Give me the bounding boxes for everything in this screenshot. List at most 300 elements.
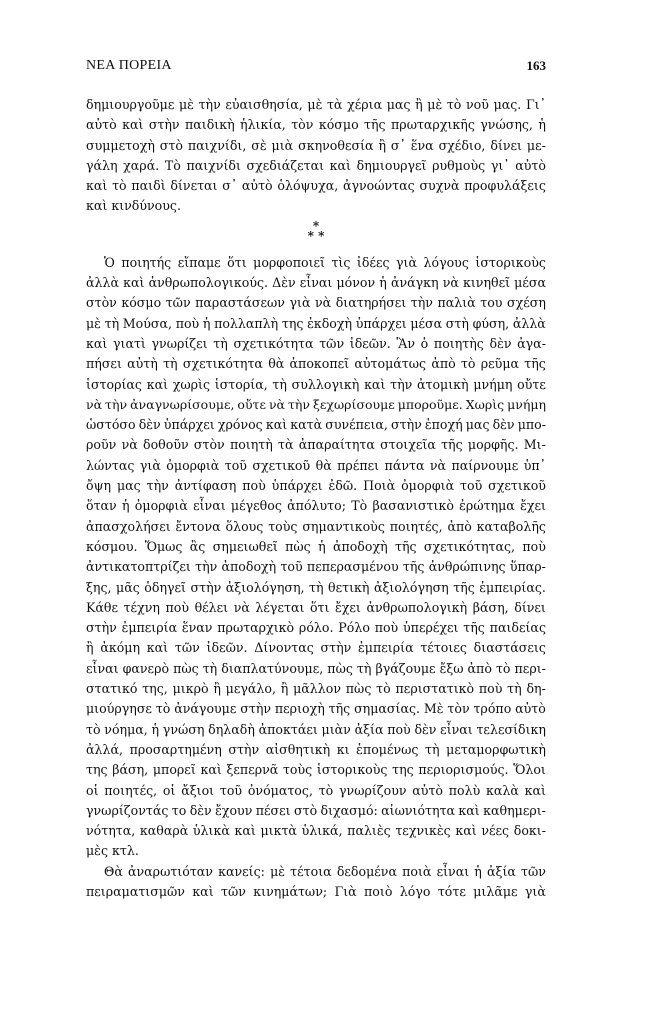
text-line (86, 115, 546, 135)
word: μέσα (410, 315, 443, 331)
word: τῆς (364, 117, 386, 133)
word: ἕναν (181, 620, 213, 636)
word: σχετικοῦ (252, 457, 311, 473)
word: ὑλικὰ (192, 823, 230, 839)
word: ἰδέες (356, 254, 390, 270)
text-line (86, 293, 546, 313)
text-line (86, 176, 546, 196)
word: ὀνόματος, (247, 782, 313, 798)
text-line (86, 415, 546, 435)
word: ποὺ (165, 599, 189, 615)
word: δη- (526, 681, 546, 697)
word: πολὺ (448, 782, 481, 798)
word: ἡ (474, 863, 482, 879)
word: ἂς (189, 538, 206, 554)
word: μέγεθος (230, 498, 282, 514)
word: καὶ (364, 376, 386, 392)
word: ποιητής (121, 254, 172, 270)
word: συλλογικὴ (291, 376, 360, 392)
word: χέρια (347, 97, 383, 112)
word: τοῦ (219, 782, 243, 798)
word: τῆς (463, 620, 485, 636)
word: προσαρτημένη (129, 741, 222, 757)
word: λόγο (399, 883, 431, 899)
text-line (86, 760, 546, 780)
word: ροῦν (86, 437, 117, 453)
word: τὰ (278, 437, 294, 453)
word: κι (336, 741, 350, 757)
word: δίνεται (170, 178, 218, 194)
word: πάντα (384, 457, 425, 473)
word: τοῦ (224, 457, 247, 473)
word: πὼς (173, 660, 199, 676)
text-line (86, 557, 546, 577)
word: τῶν (174, 640, 200, 656)
word: τὴ (163, 356, 178, 372)
word: νοῦ (466, 97, 489, 112)
word: σ᾽ (222, 178, 238, 194)
word: τοὺς (268, 518, 298, 534)
word: ἀποκτάει (258, 721, 318, 737)
word: ἢ (280, 681, 289, 697)
word: εἶναι (193, 498, 226, 514)
word: τὴν (146, 478, 169, 494)
word: αὐτὴ (127, 356, 158, 372)
text-line (86, 435, 546, 455)
text-line (86, 395, 546, 415)
word: εἶναι (440, 721, 473, 737)
word: τὴ (356, 660, 372, 676)
word: ὕπαρ- (509, 559, 546, 575)
word: τὶς (331, 254, 351, 270)
word: αὐτὸ (86, 117, 117, 133)
word: τοὺς (282, 762, 313, 778)
word: συνέπεια, (325, 417, 388, 433)
word: τὴν (288, 396, 311, 412)
word: μᾶς (116, 579, 140, 595)
word: Τὸ (351, 498, 368, 514)
word: κινηθεῖ (462, 275, 511, 291)
word: δὲν (492, 417, 515, 433)
word: ὑπάρχει (271, 478, 323, 494)
word: οἱ (86, 782, 99, 798)
word: ἀναγνωρίσουμε, (130, 396, 235, 412)
word: μέσα (514, 275, 546, 291)
word: τὸ (155, 701, 171, 717)
word: Μούσα, (122, 315, 173, 331)
word: οἱ (162, 782, 176, 798)
word: μνήμη (507, 396, 546, 412)
word: αὐτομάτως (354, 356, 427, 372)
word: ἐποχή (424, 417, 463, 433)
word: γνωρίζει (151, 335, 208, 351)
text-line (86, 456, 546, 476)
word: δοκι- (513, 823, 546, 839)
word: τοῦ (280, 559, 303, 575)
word: μιλᾶμε (473, 883, 518, 899)
text-line (86, 882, 546, 902)
word: ἡ (121, 498, 130, 514)
word: ὅλους (225, 518, 264, 534)
word: τὴ (202, 660, 218, 676)
word: παλιὲς (347, 823, 391, 839)
word: τὴν (198, 97, 221, 112)
word: αἰσθητικὴ (265, 741, 331, 757)
word: μιὰν (321, 721, 351, 737)
word: μὲ (270, 863, 286, 879)
text-line (86, 95, 546, 115)
word: ἀνάγουμε (174, 701, 237, 717)
word: ξεχωρίσουμε (313, 396, 395, 412)
word: βάση, (112, 762, 149, 778)
word: τρόπο (473, 701, 512, 717)
word: καὶ (192, 883, 214, 899)
word: νὰ (233, 599, 250, 615)
word: δηλαδὴ (208, 721, 255, 737)
word: ἀλλὰ (86, 275, 119, 291)
word: στατικό (86, 681, 138, 697)
word: σ᾽ (390, 137, 406, 153)
text-line (86, 156, 546, 176)
word: στὴν (148, 117, 180, 133)
word: χαρά. (123, 157, 160, 173)
text-line (86, 862, 546, 882)
word: τὸ (86, 721, 101, 737)
word: στὴν (228, 741, 260, 757)
word: Δίνοντας (254, 640, 314, 656)
word: νὰ (442, 275, 459, 291)
word: κόσμο (121, 295, 162, 311)
word: μόνον (336, 275, 376, 291)
word: ἢ (378, 137, 386, 153)
word: ἀξία (354, 721, 384, 737)
word: εἶναι (299, 275, 333, 291)
word: αὐτὸ (515, 701, 546, 717)
word: ὅταν (86, 498, 117, 514)
word: καὶ (146, 376, 169, 392)
word: σκηνοθεσία (298, 137, 374, 153)
word: παιδικὴ (184, 117, 235, 133)
word: πήσει (86, 356, 122, 372)
word: ποιητές, (389, 518, 443, 534)
word: καὶ (86, 335, 108, 351)
word: μορφῆς. (467, 437, 519, 453)
word: κατὰ (290, 417, 323, 433)
word: πρωταρχικὸ (217, 620, 295, 636)
word: της (281, 315, 304, 331)
word: ἱστορίας (86, 376, 142, 392)
word: πὼς (345, 681, 372, 697)
text-line: μὲς κτλ. (86, 843, 139, 859)
word: στὸν (86, 295, 117, 311)
word: αὐτὸ (515, 157, 546, 173)
word: στὴ (445, 315, 469, 331)
word: φύση, (472, 315, 510, 331)
word: φανερὸ (122, 660, 170, 676)
word: Γιὰ (334, 883, 357, 899)
word: κινημάτων; (253, 883, 328, 899)
word: αἰωνιότητα (381, 802, 456, 818)
word: παιδὶ (131, 178, 166, 194)
word: ἀξιολόγηση, (225, 579, 305, 595)
word: νὰ (268, 396, 286, 412)
word: θετικὴ (328, 579, 370, 595)
word: στὸ (159, 137, 183, 153)
word: ἀποδοχὴ (332, 538, 388, 554)
word: Γι᾽ (525, 97, 546, 112)
word: μὲ (427, 97, 443, 112)
word: τῶν (165, 295, 191, 311)
word: τὴ (213, 335, 228, 351)
asterism: * * * (307, 218, 325, 243)
word: παιχνίδι (186, 157, 241, 173)
word: σχετικότητα (182, 356, 263, 372)
word: ἀνθρωπολογικὴ (366, 599, 468, 615)
text-line (86, 136, 546, 156)
word: ἢ (213, 681, 221, 697)
word: κανείς: (218, 863, 265, 879)
word: ἀναρωτιόταν (128, 863, 213, 879)
word: ἐρώτημα (459, 498, 515, 514)
word: ποὺ (522, 538, 546, 554)
word: τὰ (326, 97, 343, 112)
word: δεδομένα (336, 863, 397, 879)
text-line (86, 740, 546, 760)
word: Χωρὶς (465, 396, 505, 412)
word: συμμετοχὴ (86, 137, 155, 153)
word: το (171, 802, 187, 818)
word: μὲ (86, 315, 101, 331)
word: μας. (493, 97, 522, 112)
word: ἀποδοχὴ (221, 559, 277, 575)
word: σχετικότητα (233, 335, 314, 351)
word: τὴ (272, 376, 287, 392)
word: ἀποκοπεῖ (289, 356, 350, 372)
word: αὐτὸ (412, 782, 443, 798)
word: ἀντίφαση (174, 478, 237, 494)
word: νὰ (121, 437, 138, 453)
word: γνωρίζοντάς (86, 802, 169, 818)
word: ἢ (415, 97, 423, 112)
word: θὰ (315, 457, 332, 473)
word: ρόλο. (298, 620, 334, 636)
word: νέες (481, 823, 510, 839)
word: αὐτὸ (241, 178, 273, 194)
word: καὶ (123, 275, 145, 291)
word: ποιὰ (402, 863, 432, 879)
word: δημιουργεῖ (356, 157, 427, 173)
word: τελεσίδικη (476, 721, 546, 737)
word: θέλει (194, 599, 229, 615)
word: γάλη (86, 157, 118, 173)
word: ὑπάρχει (163, 417, 215, 433)
word: ὀμορφιὰ (166, 457, 220, 473)
text-line (86, 699, 546, 719)
word: στοιχεῖα (380, 437, 436, 453)
word: τῆς (394, 538, 417, 554)
word: ἐδῶ. (328, 478, 358, 494)
text-line (86, 578, 546, 598)
word: ἢ (86, 640, 94, 656)
word: τὴ (507, 681, 522, 697)
text-line (86, 679, 546, 699)
word: γνωρίζουν (339, 782, 407, 798)
word: διαπλατύνουμε, (221, 660, 324, 676)
word: δίνει (490, 137, 522, 153)
word: καὶ (234, 823, 256, 839)
word: ἕνα (410, 137, 434, 153)
word: ἀντικατοπτρίζει (86, 559, 191, 575)
word: τέχνη (123, 599, 160, 615)
word: γιὰ (289, 295, 311, 311)
word: Ὅλοι (513, 762, 546, 778)
word: εἴπαμε (177, 254, 221, 270)
word: γνώση (162, 721, 205, 737)
text-line (86, 720, 546, 740)
word: ἔντονα (175, 518, 221, 534)
word: ἱστορία, (214, 376, 268, 392)
word: ἀπασχολήσει (86, 518, 171, 534)
word: σημασίας. (354, 701, 421, 717)
word: ὁλόψυχα, (277, 178, 339, 194)
word: ποὺ (387, 721, 411, 737)
word: ἱστορικοὺς (475, 254, 546, 270)
word: πρέπει (337, 457, 380, 473)
word: δοθοῦν (142, 437, 189, 453)
word: ὅτι (309, 599, 330, 615)
word: με- (526, 137, 546, 153)
word: τὴν (410, 295, 433, 311)
word: Ὅμως (144, 538, 183, 554)
text-line (86, 273, 546, 293)
word: ἄξιοι (181, 782, 215, 798)
word: σχέση (506, 295, 546, 311)
word: ἑπομένως (356, 741, 419, 757)
word: προφυλάξεις (464, 178, 546, 194)
word: γιὰ (524, 883, 546, 899)
word: ὁδηγεῖ (144, 579, 186, 595)
word: Ὁ (104, 254, 115, 270)
paragraph-1 (86, 95, 546, 217)
word: παιδείας (489, 620, 546, 636)
text-line (86, 354, 546, 374)
word: ἀτομικὴ (417, 376, 469, 392)
word: γιατὶ (112, 335, 146, 351)
word: ποιητές, (104, 782, 158, 798)
body-text (86, 95, 546, 902)
text-line (86, 781, 546, 801)
word: καὶ (329, 157, 351, 173)
word: μικτὰ (260, 823, 297, 839)
word: περιορισμούς. (418, 762, 509, 778)
word: μποροῦμε. (397, 396, 463, 412)
word: καὶ (524, 782, 546, 798)
word: παίρνουμε (451, 457, 519, 473)
word: κόσμο (318, 117, 359, 133)
word: τέτοιες (420, 640, 467, 656)
word: τῆς (453, 579, 475, 595)
word: ἀπὸ (467, 660, 492, 676)
word: ποὺ (478, 681, 503, 697)
word: λώντας (86, 457, 135, 473)
word: ρεῦμα (480, 356, 520, 372)
word: Ρόλο (338, 620, 370, 636)
word: διαστάσεις (473, 640, 546, 656)
word: μὲ (307, 97, 323, 112)
word: καὶ (146, 640, 169, 656)
word: μπορεῖ (152, 762, 196, 778)
word: πεπερασμένου (306, 559, 399, 575)
word: ὑπερέχει (403, 620, 459, 636)
word: ἡ (538, 117, 546, 133)
word: δὲν (414, 721, 437, 737)
word: ξεπερνᾶ (226, 762, 279, 778)
word: πὼς (285, 538, 311, 554)
word: μὲ (179, 97, 194, 112)
word: καὶ (458, 802, 480, 818)
word: δὲν (189, 802, 212, 818)
word: περιοχὴ (274, 701, 325, 717)
word: τὸ (318, 782, 334, 798)
word: μικρὸ (172, 681, 209, 697)
word: θὰ (268, 356, 285, 372)
word: ποὺ (242, 478, 266, 494)
text-line (86, 517, 546, 537)
word: χωρὶς (172, 376, 211, 392)
word: τὸ (376, 681, 391, 697)
word: τὸν (447, 701, 470, 717)
word: στὸν (193, 437, 225, 453)
word: τὴν (105, 396, 128, 412)
word: τὴ (425, 741, 440, 757)
word: μας (465, 417, 490, 433)
word: τότε (437, 883, 466, 899)
word: ὑπάρχει (355, 315, 407, 331)
word: οὔτε (517, 376, 546, 392)
word: μεταμορφωτικὴ (446, 741, 546, 757)
word: βασανιστικὸ (372, 498, 454, 514)
word: καθαρὰ (139, 823, 189, 839)
word: ὀμορφιὰ (134, 498, 188, 514)
word: μπο- (517, 417, 546, 433)
word: μνήμη (473, 376, 513, 392)
word: πὼς (327, 660, 353, 676)
word: τῆς (328, 701, 351, 717)
word: ἀπαραίτητα (298, 437, 375, 453)
word: παραστάσεων (195, 295, 285, 311)
word: συχνὰ (419, 178, 460, 194)
word: παλιὰ (437, 295, 476, 311)
word: διχασμό: (320, 802, 378, 818)
word: του (480, 295, 503, 311)
word: κόσμου. (86, 538, 138, 554)
word: τῆς (524, 356, 546, 372)
word: πειραματισμῶν (86, 883, 185, 899)
word: στὸ (294, 802, 318, 818)
word: τῶν (221, 883, 246, 899)
word: δίνει (514, 599, 546, 615)
word: καὶ (122, 117, 144, 133)
word: ὡστόσο (86, 417, 136, 433)
word: καθημερι- (483, 802, 546, 818)
word: μορφοποιεῖ (253, 254, 325, 270)
word: γιὰ (139, 457, 161, 473)
word: βάση, (472, 599, 509, 615)
word: τὴν (195, 559, 218, 575)
word: ὄψη (86, 478, 112, 494)
text-line (86, 253, 546, 273)
word: καὶ (455, 823, 477, 839)
